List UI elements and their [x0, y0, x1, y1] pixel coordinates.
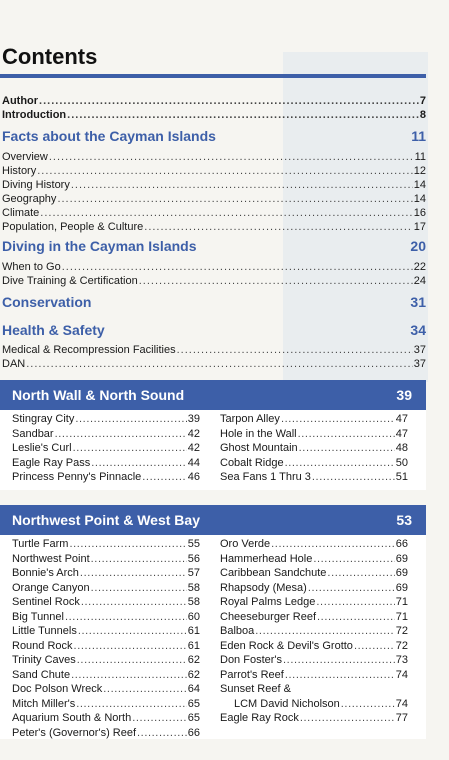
toc-entry-label: Population, People & Culture	[2, 221, 144, 233]
toc-entry-label: Dive Training & Certification	[2, 275, 138, 287]
toc-entry-label: Cheeseburger Reef	[220, 610, 317, 623]
toc-entry-page: 65	[187, 697, 200, 710]
leader-dots	[78, 624, 187, 639]
dive-site-entry[interactable]	[12, 441, 200, 456]
site-column	[220, 537, 408, 726]
toc-entry-label: DAN	[2, 358, 26, 370]
leader-dots	[91, 552, 187, 567]
toc-entry-label: Little Tunnels	[12, 625, 77, 637]
toc-entry-page: 47	[395, 413, 408, 425]
leader-dots	[26, 357, 413, 371]
toc-entry-page: 50	[395, 456, 408, 469]
leader-dots	[316, 595, 394, 610]
dive-site-entry[interactable]	[12, 427, 200, 442]
toc-entry-page: 64	[187, 683, 200, 695]
leader-dots	[354, 639, 395, 654]
toc-entry-label: Hammerhead Hole	[220, 552, 313, 565]
toc-entry-page: 61	[187, 639, 200, 652]
toc-entry-label: Mitch Miller's	[12, 697, 76, 710]
toc-entry-page: 46	[187, 471, 200, 483]
dive-site-entry[interactable]	[12, 610, 200, 625]
toc-entry-page: 71	[395, 596, 408, 608]
toc-entry-page: 73	[395, 654, 408, 666]
toc-entry-page: 39	[187, 413, 200, 425]
toc-entry-label: Sand Chute	[12, 668, 71, 681]
leader-dots	[142, 470, 186, 485]
leader-dots	[71, 178, 413, 192]
region-heading: Northwest Point & West Bay	[12, 512, 200, 528]
dive-site-entry[interactable]	[220, 470, 408, 485]
toc-entry-page: 57	[187, 567, 200, 579]
toc-entry-label: Doc Polson Wreck	[12, 683, 103, 695]
toc-entry-page: 17	[413, 221, 426, 233]
leader-dots	[281, 412, 395, 427]
leader-dots	[76, 697, 187, 712]
toc-entry-label: Peter's (Governor's) Reef	[12, 726, 137, 739]
toc-entry-page: 74	[395, 668, 408, 681]
dive-site-entry[interactable]	[12, 624, 200, 639]
toc-entry-page: 7	[419, 95, 426, 107]
region-band-north-wall[interactable]	[0, 380, 426, 410]
section-page: 34	[410, 322, 426, 338]
dive-site-entry[interactable]	[12, 552, 200, 567]
leader-dots	[177, 343, 413, 357]
toc-entry[interactable]	[2, 192, 426, 206]
leader-dots	[55, 427, 187, 442]
toc-entry-label: Hole in the Wall	[220, 427, 297, 440]
toc-entry-page: 66	[187, 726, 200, 739]
leader-dots	[313, 552, 394, 567]
leader-dots	[37, 164, 413, 178]
leader-dots	[40, 206, 412, 220]
toc-entry-page: 11	[414, 151, 426, 163]
dive-site-entry[interactable]	[220, 581, 408, 596]
dive-site-entry[interactable]	[12, 412, 200, 427]
toc-entry[interactable]	[2, 164, 426, 178]
dive-site-entry[interactable]	[12, 711, 200, 726]
leader-dots	[255, 624, 394, 639]
toc-entry-label: Caribbean Sandchute	[220, 567, 327, 579]
toc-entry-page: 69	[395, 567, 408, 579]
leader-dots	[75, 412, 186, 427]
leader-dots	[73, 441, 187, 456]
toc-entry-page: 37	[413, 358, 426, 370]
dive-site-entry[interactable]	[220, 624, 408, 639]
section-diving[interactable]	[2, 238, 426, 256]
dive-site-entry[interactable]	[220, 610, 408, 625]
dive-site-entry[interactable]	[220, 595, 408, 610]
toc-entry-label: Sentinel Rock	[12, 596, 80, 608]
toc-entry-page: 24	[413, 275, 426, 287]
toc-entry-page: 72	[395, 639, 408, 652]
dive-site-entry[interactable]	[220, 552, 408, 567]
toc-entry-page: 61	[187, 625, 200, 637]
toc-entry-label: Bonnie's Arch	[12, 567, 79, 579]
region-page: 39	[396, 387, 412, 403]
site-column	[220, 412, 408, 485]
region-band-northwest[interactable]	[0, 505, 426, 535]
toc-entry-page: 12	[413, 165, 426, 177]
toc-entry-page: 69	[395, 552, 408, 565]
leader-dots	[49, 150, 414, 164]
toc-entry-label: Turtle Farm	[12, 538, 69, 550]
toc-entry-label: Stingray City	[12, 413, 75, 425]
leader-dots	[39, 94, 419, 108]
leader-dots	[285, 668, 395, 683]
toc-entry-page: 62	[187, 654, 200, 666]
leader-dots	[74, 639, 187, 654]
leader-dots	[57, 192, 412, 206]
toc-entry-label: Balboa	[220, 625, 255, 637]
toc-entry-introduction[interactable]	[2, 108, 426, 122]
toc-entry-label: Ghost Mountain	[220, 442, 298, 454]
toc-entry-label: Diving History	[2, 179, 70, 191]
leader-dots	[271, 537, 395, 552]
dive-site-entry[interactable]	[12, 697, 200, 712]
leader-dots	[312, 470, 395, 485]
region-page: 53	[396, 512, 412, 528]
leader-dots	[81, 595, 187, 610]
dive-site-entry[interactable]	[12, 566, 200, 581]
toc-entry-label: Trinity Caves	[12, 654, 76, 666]
dive-site-entry[interactable]	[12, 581, 200, 596]
leader-dots	[285, 456, 395, 471]
toc-entry-label: History	[2, 165, 37, 177]
dive-site-entry[interactable]	[220, 566, 408, 581]
toc-entry-author[interactable]	[2, 94, 426, 108]
toc-entry-page: 14	[413, 193, 426, 205]
toc-entry-page: 69	[395, 581, 408, 594]
toc-entry-label: Oro Verde	[220, 538, 271, 550]
leader-dots	[77, 653, 187, 668]
toc-entry-page: 48	[395, 442, 408, 454]
toc-entry-label: Geography	[2, 193, 57, 205]
toc-entry-page: 60	[187, 610, 200, 623]
toc-entry-label: Cobalt Ridge	[220, 456, 284, 469]
section-page: 20	[410, 238, 426, 254]
dive-site-entry[interactable]	[220, 653, 408, 668]
leader-dots	[103, 682, 186, 697]
leader-dots	[283, 653, 395, 668]
toc-entry-label: Sandbar	[12, 427, 54, 440]
toc-entry[interactable]	[2, 150, 426, 164]
section-heading: Health & Safety	[2, 322, 105, 338]
toc-entry[interactable]	[2, 220, 426, 234]
toc-entry-label: Big Tunnel	[12, 610, 64, 623]
dive-site-entry[interactable]	[12, 639, 200, 654]
toc-entry-label: Orange Canyon	[12, 581, 90, 594]
dive-site-entry[interactable]	[12, 668, 200, 683]
toc-entry-page: 37	[413, 344, 426, 356]
toc-entry-page: 16	[413, 207, 426, 219]
leader-dots	[91, 456, 186, 471]
toc-entry-page: 8	[419, 109, 426, 121]
toc-entry-page: 42	[187, 442, 200, 454]
dive-site-entry[interactable]	[220, 456, 408, 471]
leader-dots	[300, 711, 395, 726]
leader-dots	[91, 581, 187, 596]
leader-dots	[327, 566, 394, 581]
leader-dots	[144, 220, 412, 234]
leader-dots	[317, 610, 395, 625]
toc-entry-label: Overview	[2, 151, 48, 163]
toc-entry-page: 42	[187, 427, 200, 440]
site-column	[12, 412, 200, 485]
toc-entry-page: 65	[187, 712, 200, 724]
leader-dots	[62, 260, 413, 274]
leader-dots	[139, 274, 413, 288]
section-heading: Facts about the Cayman Islands	[2, 128, 216, 144]
toc-entry-label: Eden Rock & Devil's Grotto	[220, 639, 353, 652]
dive-site-entry[interactable]	[12, 682, 200, 697]
leader-dots	[67, 108, 419, 122]
toc-entry[interactable]	[2, 178, 426, 192]
leader-dots	[132, 711, 187, 726]
toc-entry-page: 44	[187, 456, 200, 469]
toc-entry-label: Aquarium South & North	[12, 712, 132, 724]
toc-entry-label: Rhapsody (Mesa)	[220, 581, 307, 594]
toc-entry-page: 72	[395, 625, 408, 637]
leader-dots	[80, 566, 187, 581]
dive-site-entry[interactable]	[220, 639, 408, 654]
toc-entry-label: Medical & Recompression Facilities	[2, 344, 176, 356]
section-health[interactable]	[2, 322, 426, 340]
toc-entry-label: Don Foster's	[220, 654, 283, 666]
section-page: 11	[411, 128, 426, 144]
toc-entry-label: Sea Fans 1 Thru 3	[220, 471, 311, 483]
region-heading: North Wall & North Sound	[12, 387, 185, 403]
toc-entry-page: 55	[187, 538, 200, 550]
toc-entry-label: When to Go	[2, 261, 61, 273]
toc-entry[interactable]	[2, 343, 426, 357]
toc-entry-page: 58	[187, 581, 200, 594]
toc-entry-page: 74	[395, 697, 408, 710]
toc-entry-page: 66	[395, 538, 408, 550]
toc-entry-label: Leslie's Curl	[12, 442, 72, 454]
toc-entry[interactable]	[2, 206, 426, 220]
toc-entry[interactable]	[2, 357, 426, 371]
section-facts[interactable]	[2, 128, 426, 146]
toc-entry-label: Royal Palms Ledge	[220, 596, 316, 608]
toc-entry[interactable]	[2, 260, 426, 274]
toc-entry-page: 14	[413, 179, 426, 191]
dive-site-entry[interactable]	[12, 456, 200, 471]
toc-entry-label: Eagle Ray Pass	[12, 456, 91, 469]
dive-site-entry[interactable]	[220, 711, 408, 726]
toc-entry-page: 77	[395, 712, 408, 724]
toc-entry-page: 71	[395, 610, 408, 623]
leader-dots	[65, 610, 187, 625]
dive-site-entry[interactable]	[220, 697, 408, 712]
leader-dots	[298, 427, 395, 442]
dive-site-entry[interactable]	[220, 412, 408, 427]
dive-site-entry[interactable]	[220, 537, 408, 552]
site-column	[12, 537, 200, 740]
toc-entry-label: Eagle Ray Rock	[220, 712, 299, 724]
toc-entry-label[interactable]: Sunset Reef &	[220, 683, 291, 695]
leader-dots	[71, 668, 187, 683]
dive-site-entry[interactable]	[12, 470, 200, 485]
toc-entry-page: 22	[413, 261, 426, 273]
toc-entry-label: Author	[2, 95, 39, 107]
title-rule	[0, 74, 426, 78]
dive-site-entry[interactable]	[12, 653, 200, 668]
leader-dots	[299, 441, 395, 456]
toc-entry-page: 56	[187, 552, 200, 565]
dive-site-entry[interactable]	[12, 726, 200, 741]
toc-entry[interactable]	[2, 274, 426, 288]
dive-site-entry[interactable]	[12, 537, 200, 552]
toc-entry-page: 47	[395, 427, 408, 440]
section-heading: Conservation	[2, 294, 92, 310]
toc-entry-label: Princess Penny's Pinnacle	[12, 471, 142, 483]
section-page: 31	[410, 294, 426, 310]
toc-entry-label: Round Rock	[12, 639, 73, 652]
dive-site-entry[interactable]	[220, 427, 408, 442]
toc-entry-label: Climate	[2, 207, 40, 219]
toc-entry-page: 51	[395, 471, 408, 483]
toc-entry-label: Parrot's Reef	[220, 668, 284, 681]
section-heading: Diving in the Cayman Islands	[2, 238, 197, 254]
dive-site-entry[interactable]	[220, 441, 408, 456]
toc-entry-label: LCM David Nicholson	[234, 697, 340, 710]
leader-dots	[137, 726, 187, 741]
dive-site-entry[interactable]	[12, 595, 200, 610]
toc-entry-page: 58	[187, 596, 200, 608]
page-title: Contents	[2, 44, 98, 69]
toc-entry-label: Northwest Point	[12, 552, 90, 565]
leader-dots	[308, 581, 395, 596]
section-conservation[interactable]	[2, 294, 426, 312]
dive-site-entry[interactable]	[220, 668, 408, 683]
toc-entry-label: Tarpon Alley	[220, 413, 280, 425]
toc-entry-page: 62	[187, 668, 200, 681]
leader-dots	[69, 537, 186, 552]
leader-dots	[341, 697, 395, 712]
toc-entry-label: Introduction	[2, 109, 67, 121]
